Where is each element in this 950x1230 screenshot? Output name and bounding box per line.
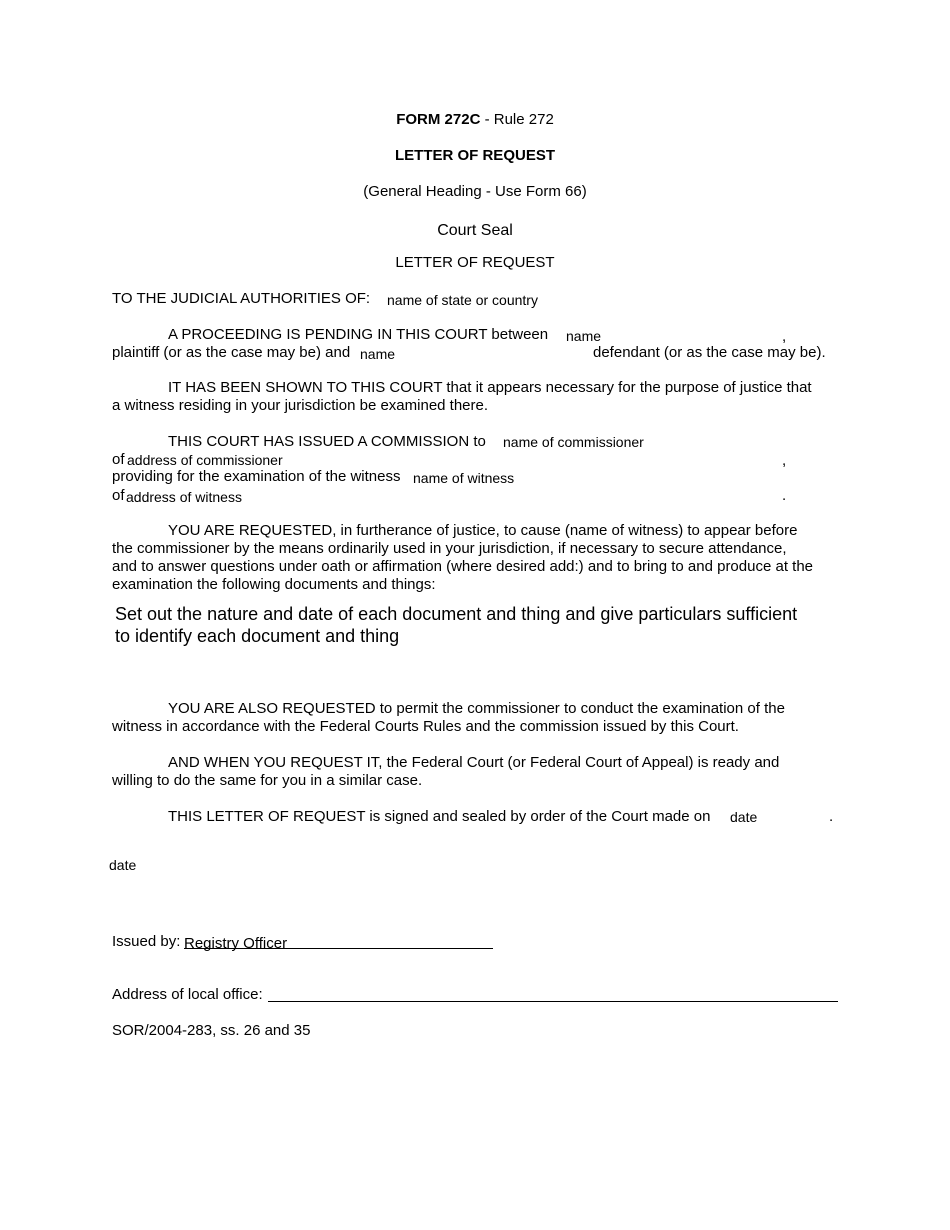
issued-by-underline xyxy=(184,948,493,949)
witness-name-field[interactable]: name of witness xyxy=(413,470,515,486)
witness-address-field[interactable]: address of witness xyxy=(126,489,242,505)
signature-date-field[interactable]: date xyxy=(109,857,137,873)
plaintiff-text: plaintiff (or as the case may be) and xyxy=(112,344,351,361)
requested-line-2: the commissioner by the means ordinarily used in your jurisdiction, if necessary to secure attendance, xyxy=(112,540,787,557)
requested-line-4: examination the following documents and things: xyxy=(112,576,436,593)
state-or-country-field[interactable]: name of state or country xyxy=(387,292,538,308)
defendant-text: defendant (or as the case may be). xyxy=(593,344,826,361)
requested-line-3: and to answer questions under oath or affirmation (where desired add:) and to bring to and produce at the xyxy=(112,558,814,575)
shown-line-2: a witness residing in your jurisdiction be examined there. xyxy=(112,397,489,414)
form-title: LETTER OF REQUEST xyxy=(394,147,555,164)
rule-reference: - Rule 272 xyxy=(480,111,554,128)
addressee-label: TO THE JUDICIAL AUTHORITIES OF: xyxy=(112,290,371,307)
documents-field-line-2[interactable]: to identify each document and thing xyxy=(115,626,400,646)
documents-field-line-1[interactable]: Set out the nature and date of each document and thing and give particulars sufficient xyxy=(115,604,798,624)
reciprocity-line-2: willing to do the same for you in a similar case. xyxy=(112,772,423,789)
document-subtitle: LETTER OF REQUEST xyxy=(395,254,555,271)
commissioner-comma: , xyxy=(782,452,787,469)
issued-by-label: Issued by: xyxy=(112,933,181,950)
order-date-field[interactable]: date xyxy=(730,809,758,825)
local-office-field[interactable] xyxy=(268,1001,838,1002)
proceeding-text: A PROCEEDING IS PENDING IN THIS COURT between xyxy=(168,326,549,343)
signed-text: THIS LETTER OF REQUEST is signed and sealed by order of the Court made on xyxy=(168,808,711,825)
registry-officer-field[interactable]: Registry Officer xyxy=(184,935,288,952)
form-number: FORM 272C xyxy=(396,111,481,128)
plaintiff-comma: , xyxy=(782,328,787,345)
defendant-name-field[interactable]: name xyxy=(360,346,396,362)
examination-text: providing for the examination of the witness xyxy=(112,468,401,485)
plaintiff-name-field[interactable]: name xyxy=(566,328,602,344)
commissioner-name-field[interactable]: name of commissioner xyxy=(503,434,644,450)
reciprocity-line-1: AND WHEN YOU REQUEST IT, the Federal Court (or Federal Court of Appeal) is ready and xyxy=(168,754,780,771)
commission-text: THIS COURT HAS ISSUED A COMMISSION to xyxy=(168,433,486,450)
form-heading xyxy=(0,111,950,129)
commissioner-address-field[interactable]: address of commissioner xyxy=(127,452,283,468)
shown-line-1: IT HAS BEEN SHOWN TO THIS COURT that it appears necessary for the purpose of justice that xyxy=(168,379,812,396)
regulation-citation: SOR/2004-283, ss. 26 and 35 xyxy=(112,1022,311,1039)
also-requested-line-2: witness in accordance with the Federal Courts Rules and the commission issued by this Court. xyxy=(112,718,739,735)
of-label-commissioner: of xyxy=(112,451,125,468)
of-label-witness: of xyxy=(112,487,125,504)
also-requested-line-1: YOU ARE ALSO REQUESTED to permit the commissioner to conduct the examination of the xyxy=(168,700,785,717)
local-office-label: Address of local office: xyxy=(112,986,263,1003)
general-heading-note: (General Heading - Use Form 66) xyxy=(363,183,587,200)
signed-period: . xyxy=(829,808,834,825)
requested-line-1: YOU ARE REQUESTED, in furtherance of justice, to cause (name of witness) to appear before xyxy=(168,522,798,539)
court-seal: Court Seal xyxy=(437,222,513,239)
witness-period: . xyxy=(782,487,787,504)
